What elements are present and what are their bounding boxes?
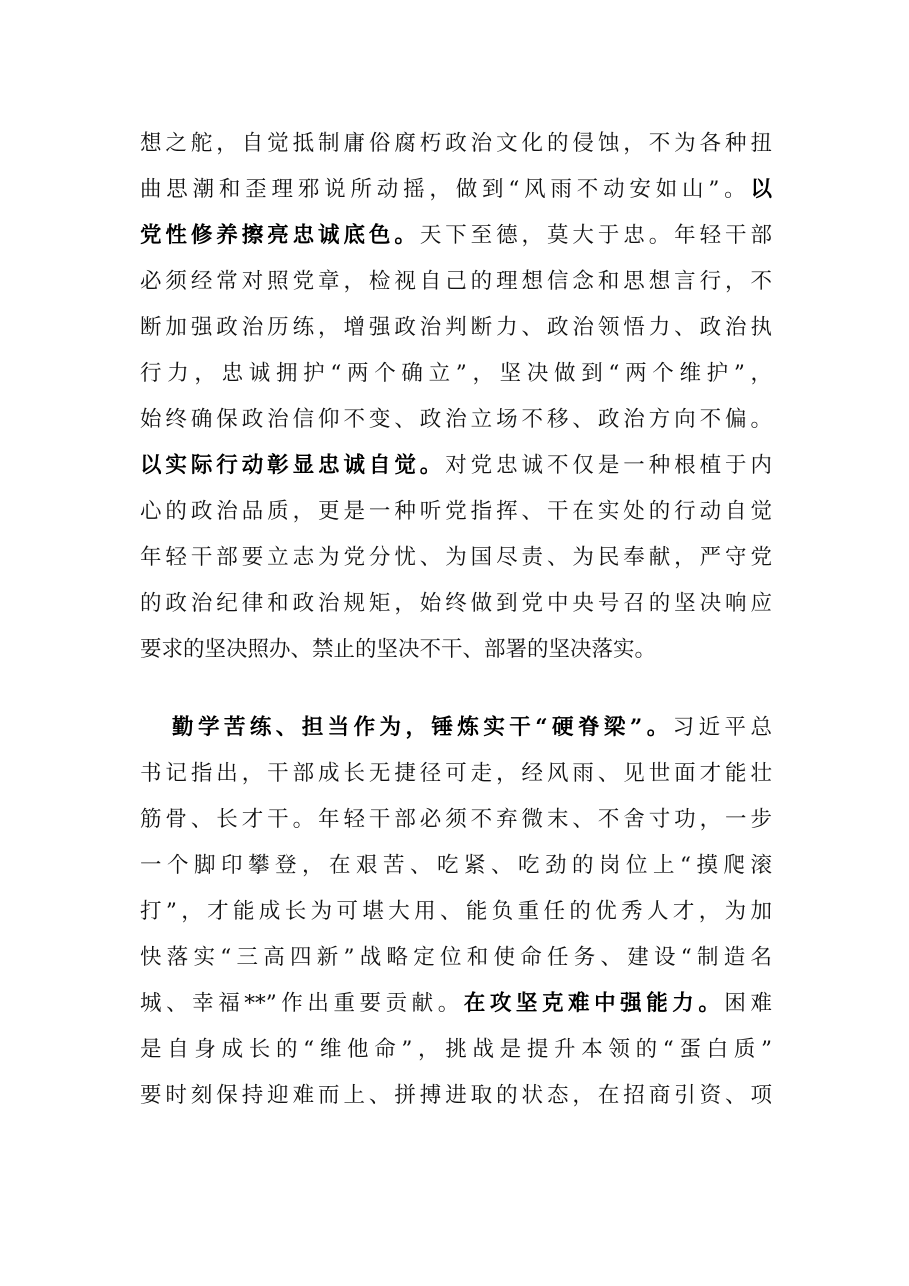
text-line (140, 981, 772, 1027)
text-run: 天下至德，莫大于忠。年轻干部 (419, 223, 772, 248)
text-line (140, 351, 772, 397)
text-line (140, 397, 772, 443)
bold-heading-run: 以 (750, 177, 772, 202)
text-run: 打”，才能成长为可堪大用、能负重任的优秀人才，为加 (140, 899, 772, 924)
bold-heading-run: 党性修养擦亮忠诚底色。 (140, 223, 420, 248)
text-line (140, 797, 772, 843)
text-line (140, 935, 772, 981)
text-run: 快落实“三高四新”战略定位和使命任务、建设“制造名 (140, 945, 772, 970)
text-line (140, 489, 772, 535)
text-run: 行力，忠诚拥护“两个确立”，坚决做到“两个维护”， (140, 361, 772, 386)
paragraph-1 (140, 121, 772, 673)
text-line (140, 259, 772, 305)
text-line (140, 843, 772, 889)
paragraph-2 (140, 705, 772, 1119)
text-run: 困难 (724, 991, 772, 1016)
text-line (140, 535, 772, 581)
text-line (140, 1027, 772, 1073)
text-line (140, 443, 772, 489)
text-run: 必须经常对照党章，检视自己的理想信念和思想言行，不 (140, 269, 772, 294)
text-run: 要时刻保持迎难而上、拼搏进取的状态，在招商引资、项 (140, 1083, 772, 1108)
text-run: 要求的坚决照办、禁止的坚决不干、部署的坚决落实。 (140, 637, 657, 662)
text-run: 年轻干部要立志为党分忧、为国尽责、为民奉献，严守党 (140, 545, 772, 570)
text-line (140, 167, 772, 213)
text-run: 心的政治品质，更是一种听党指挥、干在实处的行动自觉 (140, 499, 772, 524)
text-line (140, 889, 772, 935)
text-run: 对党忠诚不仅是一种根植于内 (445, 453, 772, 478)
text-line (140, 305, 772, 351)
text-run: 筋骨、长才干。年轻干部必须不弃微末、不舍寸功，一步 (140, 807, 772, 832)
text-run: 习近平总 (672, 715, 772, 740)
text-run: 是自身成长的“维他命”，挑战是提升本领的“蛋白质” (140, 1037, 772, 1062)
bold-heading-run: 在攻坚克难中强能力。 (463, 991, 725, 1016)
text-run: 想之舵，自觉抵制庸俗腐朽政治文化的侵蚀，不为各种扭 (140, 131, 772, 156)
text-run: 书记指出，干部成长无捷径可走，经风雨、见世面才能壮 (140, 761, 772, 786)
bold-heading-run: 以实际行动彰显忠诚自觉。 (140, 453, 446, 478)
text-run: 城、幸福**”作出重要贡献。 (140, 991, 464, 1016)
text-run: 的政治纪律和政治规矩，始终做到党中央号召的坚决响应 (140, 591, 772, 616)
text-line (140, 581, 772, 627)
text-run: 曲思潮和歪理邪说所动摇，做到“风雨不动安如山”。 (140, 177, 751, 202)
bold-heading-run: 勤学苦练、担当作为，锤炼实干“硬脊梁”。 (172, 715, 673, 740)
text-line (140, 213, 772, 259)
text-line (140, 751, 772, 797)
text-line (140, 121, 772, 167)
text-run: 始终确保政治信仰不变、政治立场不移、政治方向不偏。 (140, 407, 772, 432)
text-run: 断加强政治历练，增强政治判断力、政治领悟力、政治执 (140, 315, 772, 340)
text-line (140, 627, 772, 673)
text-line (140, 705, 772, 751)
text-line (140, 1073, 772, 1119)
text-run: 一个脚印攀登，在艰苦、吃紧、吃劲的岗位上“摸爬滚 (140, 853, 772, 878)
